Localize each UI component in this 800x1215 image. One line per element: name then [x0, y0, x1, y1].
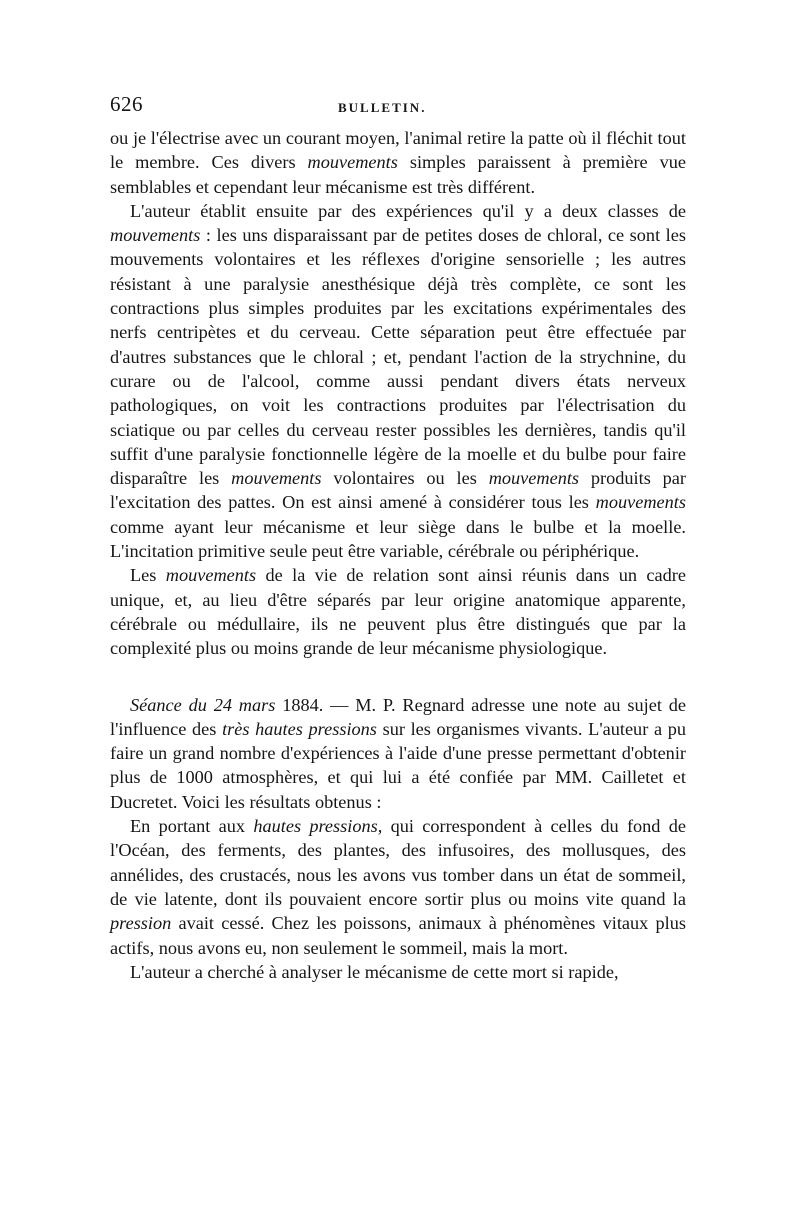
- running-title: BULLETIN.: [338, 100, 427, 115]
- text-run: L'auteur établit ensuite par des expériences qu'il y a deux classes de: [130, 200, 686, 221]
- text-run: simples paraissent à première vue semblables et cependant leur mécanisme est très différent.: [110, 152, 687, 197]
- italic-text: très hautes pressions: [222, 718, 377, 739]
- text-run: , qui correspondent à celles du fond de l'Océan, des ferments, des plantes, des infusoires, des mollusques, des annélides, des crustacés, nous les avons vus tomber dans un état de sommeil, de vie latente, dont ils pouvaient encore sortir plus ou moins vite quand la: [110, 816, 686, 909]
- italic-text: mouvements: [110, 225, 201, 246]
- text-run: sur les organismes vivants. L'auteur a pu faire un grand nombre d'expériences à l'aide d'une presse permettant d'obtenir plus de 1000 atmosphères, et qui lui a été confiée par MM. Cailletet et Ducretet. Voici les résultats obtenus :: [110, 718, 686, 812]
- italic-text: Séance du 24 mars: [130, 694, 276, 715]
- paragraph: [110, 563, 686, 660]
- text-run: Les: [130, 565, 166, 586]
- italic-text: mouvements: [165, 565, 257, 586]
- body-text: [110, 126, 686, 984]
- text-run: produits par l'excitation des pattes. On est ainsi amené à considérer tous les: [110, 468, 686, 513]
- paragraph: [110, 960, 686, 984]
- italic-text: mouvements: [231, 468, 322, 489]
- running-head: [110, 92, 686, 126]
- text-run: avait cessé. Chez les poissons, animaux à phénomènes vitaux plus actifs, nous avons eu, non seulement le sommeil, mais la mort.: [110, 913, 686, 958]
- paragraph: [110, 814, 686, 960]
- text-run: : les uns disparaissant par de petites doses de chloral, ce sont les mouvements volontaires et les réflexes d'origine sensorielle ; les autres résistant à une paralysie anesthésique déjà très complète, ce sont les contractions plus simples produites par les excitations expérimentales des nerfs centripètes et du cerveau. Cette séparation peut être effectuée par d'autres substances que le chloral ; et, pendant l'action de la strychnine, du curare ou de l'alcool, comme aussi pendant divers états nerveux pathologiques, on voit les contractions produites par l'électrisation du sciatique ou par celles du cerveau rester possibles les dernières, tandis qu'il suffit d'une paralysie fonctionnelle légère de la moelle et du bulbe pour faire disparaître les: [110, 225, 686, 489]
- page-number: 626: [110, 92, 143, 116]
- text-run: 1884. — M. P. Regnard adresse une note au sujet de l'influence des: [110, 694, 686, 739]
- italic-text: mouvements: [488, 468, 580, 489]
- italic-text: hautes pressions: [253, 816, 378, 837]
- document-page: [110, 92, 686, 984]
- text-run: comme ayant leur mécanisme et leur siège dans le bulbe et la moelle. L'incitation primitive seule peut être variable, cérébrale ou périphérique.: [110, 516, 686, 562]
- text-run: L'auteur a cherché à analyser le mécanisme de cette mort si rapide,: [130, 961, 619, 982]
- paragraph: [110, 693, 686, 814]
- text-run: volontaires ou les: [321, 468, 489, 489]
- paragraph: [110, 199, 686, 563]
- text-run: de la vie de relation sont ainsi réunis dans un cadre unique, et, au lieu d'être séparés par leur origine anatomique apparente, cérébrale ou médullaire, ils ne peuvent plus être distingués que par la complexité plus ou moins grande de leur mécanisme physiologique.: [110, 565, 687, 659]
- italic-text: pression: [110, 913, 172, 934]
- text-run: En portant aux: [130, 816, 254, 837]
- text-run: ou je l'électrise avec un courant moyen, l'animal retire la patte où il fléchit tout le membre. Ces divers: [110, 128, 686, 173]
- italic-text: mouvements: [307, 152, 398, 173]
- italic-text: mouvements: [595, 492, 686, 513]
- section-break: [110, 661, 686, 693]
- paragraph: [110, 126, 686, 199]
